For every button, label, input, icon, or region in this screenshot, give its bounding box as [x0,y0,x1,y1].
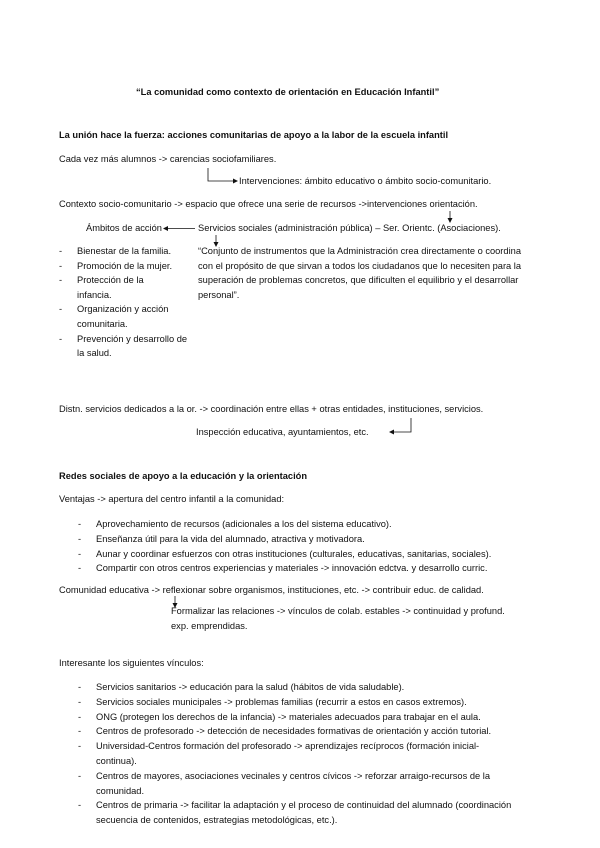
comunidad-line: Comunidad educativa -> reflexionar sobre organismos, instituciones, etc. -> contribuir educ. de calidad. [59,585,484,595]
section1-line1: Cada vez más alumnos -> carencias sociofamiliares. [59,154,277,164]
list-item: - Bienestar de la familia. [59,246,172,256]
list-item: - Organización y acción comunitaria. [59,304,169,329]
interesante-line: Interesante los siguientes vínculos: [59,658,204,668]
list-item: - Servicios sanitarios -> educación para la salud (hábitos de vida saludable). [78,682,405,692]
list-item: - Aprovechamiento de recursos (adicionales a los del sistema educativo). [78,519,392,529]
section1-line3: Contexto socio-comunitario -> espacio que ofrece una serie de recursos ->intervenciones orientación. [59,199,478,209]
section1-line2: Intervenciones: ámbito educativo o ámbito socio-comunitario. [239,176,492,186]
list-item: - Universidad-Centros formación del profesorado -> aprendizajes recíprocos (formación inicial-continua). [78,741,480,766]
definition-quote: “Conjunto de instrumentos que la Administración crea directamente o coordina con el propósito de que sirvan a todos los ciudadanos que lo necesiten para la superación de problemas concretos, que dificulten el equilibrio y el desarrollar personal”. [198,246,522,300]
formalizar-text: Formalizar las relaciones -> vínculos de colab. estables -> continuidad y profund. exp. emprendidas. [171,606,505,631]
section2-heading: Redes sociales de apoyo a la educación y la orientación [59,471,308,481]
list-item: - Centros de mayores, asociaciones vecinales y centros cívicos -> reforzar arraigo-recursos de la comunidad. [78,770,490,796]
list-item: - Promoción de la mujer. [59,260,173,271]
list-item: - Compartir con otros centros experiencias y materiales -> innovación edctva. y desarrollo curric. [78,563,488,574]
list-item: - Aunar y coordinar esfuerzos con otras instituciones (culturales, educativas, sanitarias, sociales). [78,548,492,559]
list-item: - Servicios sociales municipales -> problemas familias (recurrir a estos en casos extremos). [78,696,467,707]
list-item: - Centros de primaria -> facilitar la adaptación y el proceso de continuidad del alumnado (coordinación secuencia de contenidos, estrategias metodológicas, etc.). [78,800,512,826]
list-item: - Prevención y desarrollo de la salud. [59,333,188,359]
list-item: - Centros de profesorado -> detección de necesidades formativas de orientación y acción tutorial. [78,726,492,737]
servicios-line: Servicios sociales (administración pública) – Ser. Orientc. (Asociaciones). [198,223,501,233]
vinculos-list [78,680,536,828]
list-item: - Enseñanza útil para la vida del alumnado, atractiva y motivadora. [78,533,365,544]
list-item: - ONG (protegen los derechos de la infancia) -> materiales adecuados para trabajar en el aula. [78,711,481,722]
list-item: - Protección de la infancia. [59,275,144,300]
ventajas-line: Ventajas -> apertura del centro infantil a la comunidad: [59,494,285,504]
document-title: “La comunidad como contexto de orientación en Educación Infantil” [136,87,440,97]
distn-line: Distn. servicios dedicados a la or. -> coordinación entre ellas + otras entidades, instituciones, servicios. [59,404,484,414]
ambitos-label: Ámbitos de acción [86,223,162,233]
inspeccion-line: Inspección educativa, ayuntamientos, etc. [196,427,369,437]
section1-heading: La unión hace la fuerza: acciones comunitarias de apoyo a la labor de la escuela infantil [59,130,449,140]
